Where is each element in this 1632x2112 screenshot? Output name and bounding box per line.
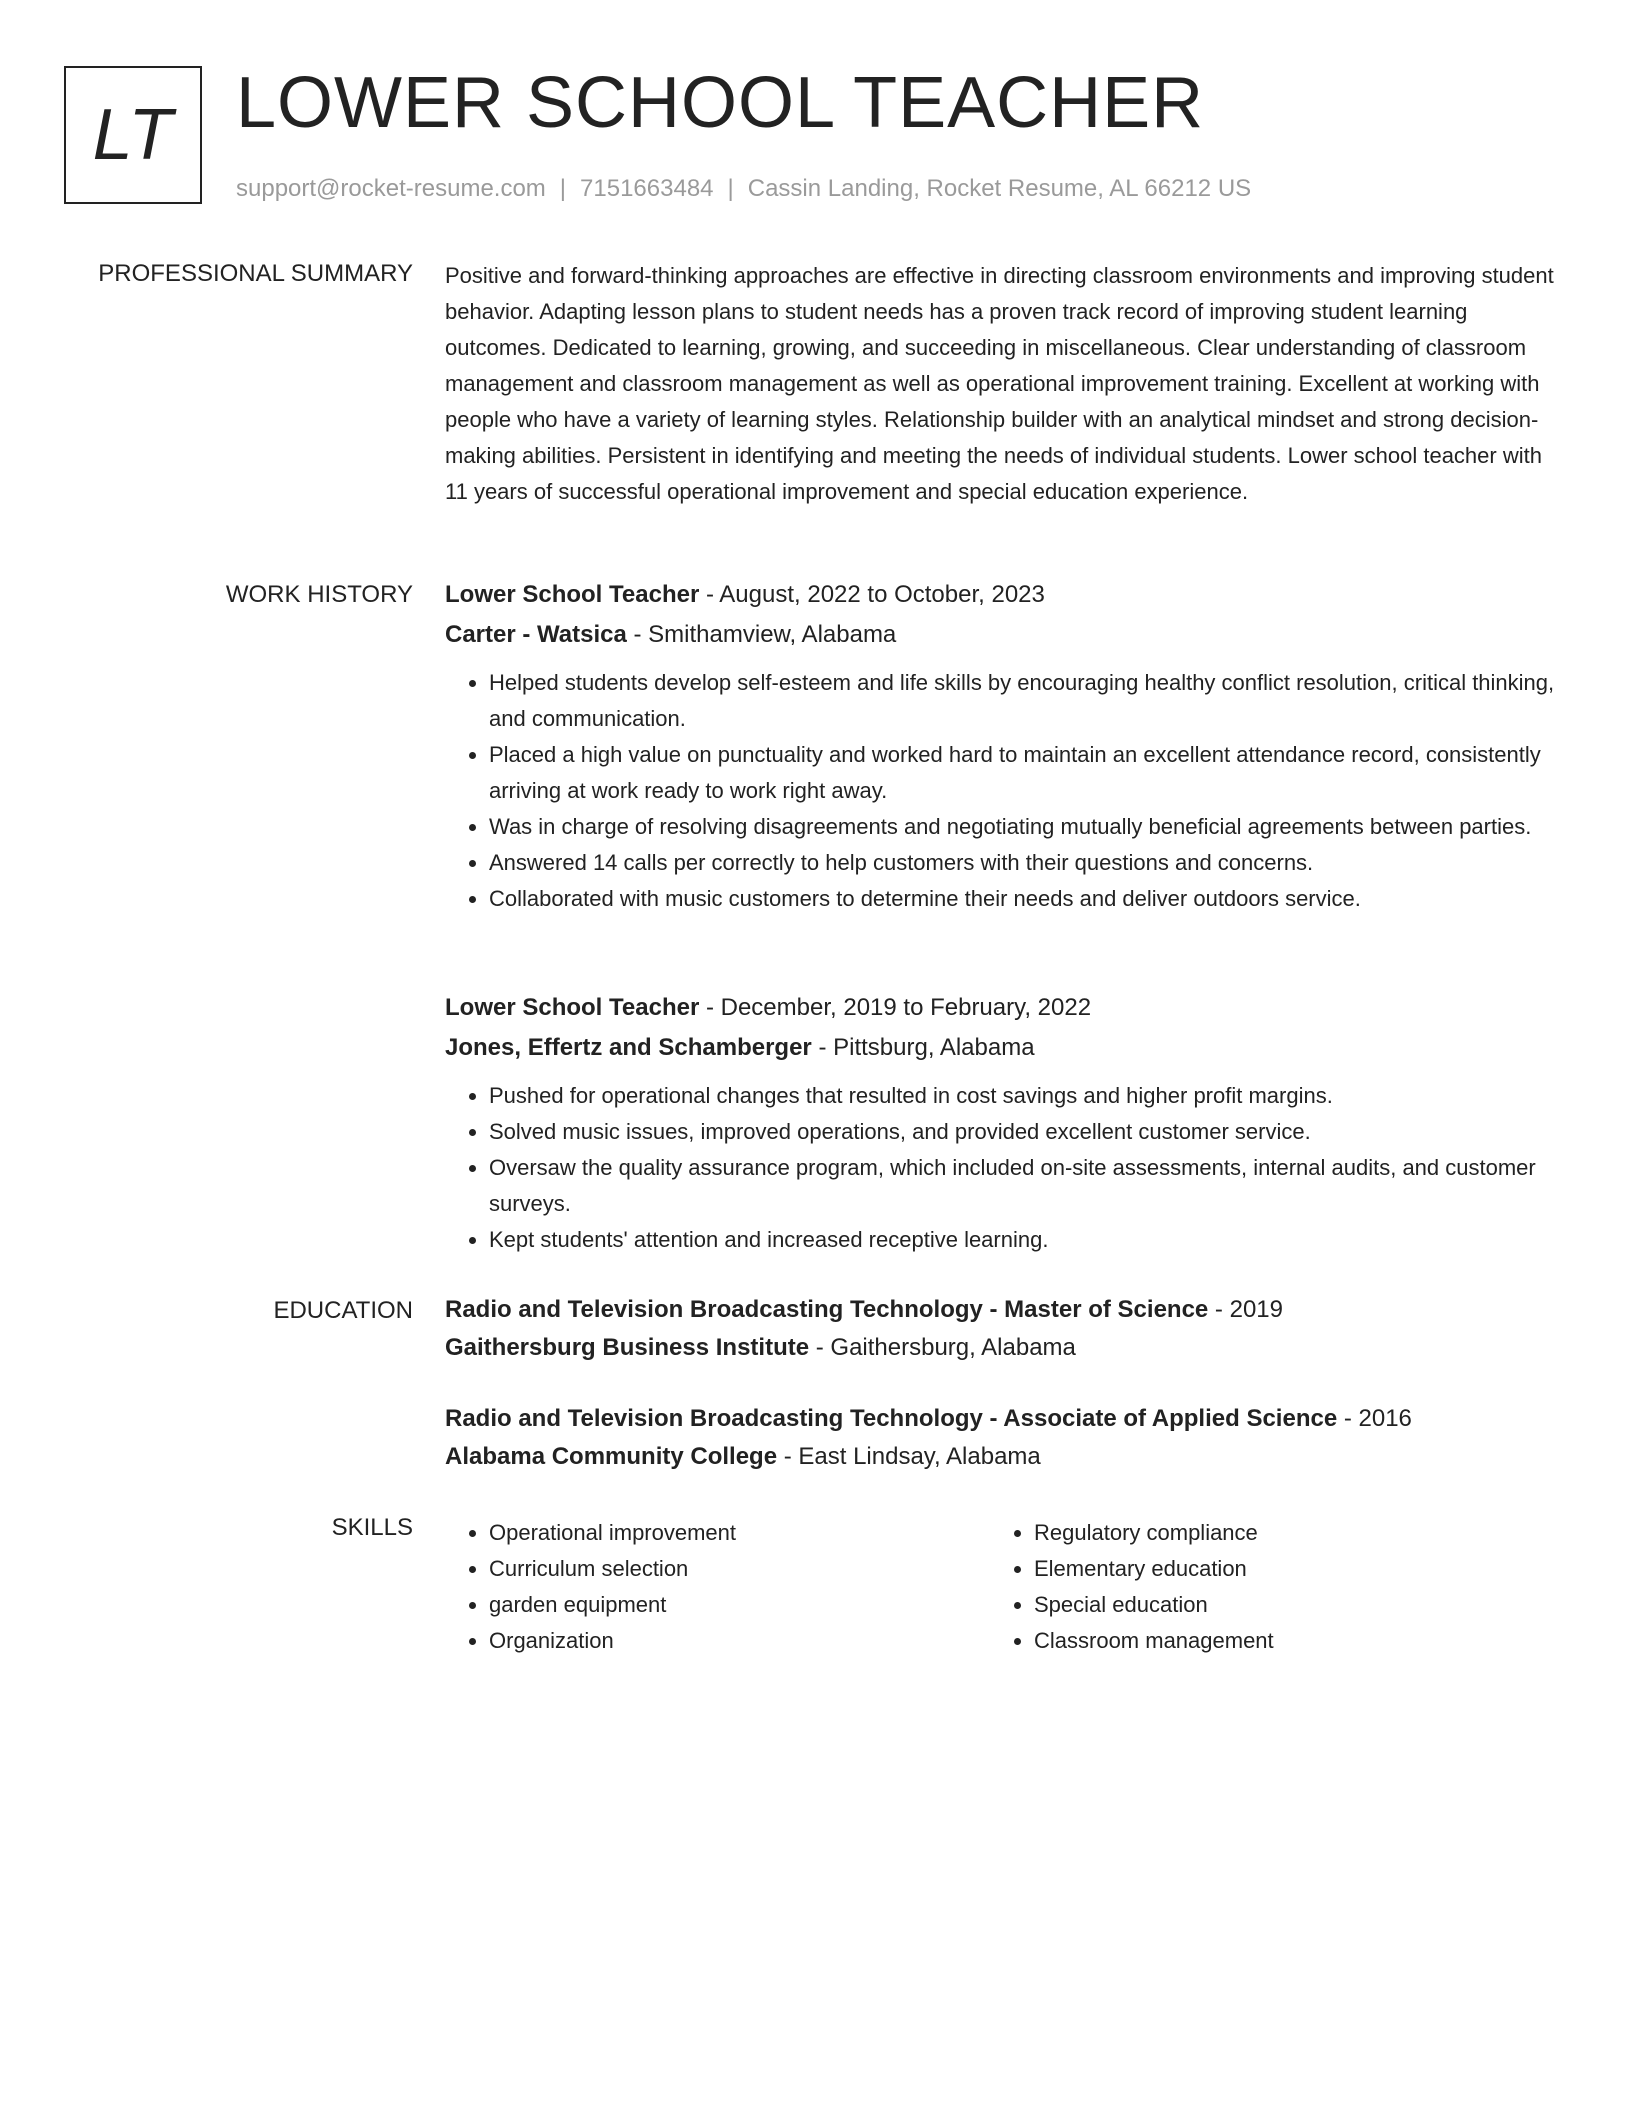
job-company: Jones, Effertz and Schamberger [445,1034,812,1061]
job-title: Lower School Teacher [445,994,700,1021]
education-school-line [445,1438,1555,1476]
page-title: LOWER SCHOOL TEACHER [236,63,1205,143]
skill-item: • Classroom management [1034,1623,1274,1659]
monogram-logo: LT [64,66,202,204]
skills-column-right [990,1515,1274,1659]
job-title: Lower School Teacher [445,581,700,608]
skills-column-left [445,1515,736,1659]
job-location: - Smithamview, Alabama [626,621,897,648]
contact-separator: | [727,175,734,202]
skill-item: • Elementary education [1034,1551,1274,1587]
education-degree: Radio and Television Broadcasting Technology - Associate of Applied Science [445,1405,1338,1432]
education-year: - 2019 [1208,1296,1283,1323]
job-bullet: • Oversaw the quality assurance program, which included on-site assessments, internal audits, and customer surveys. [489,1150,1555,1222]
section-label-education: EDUCATION [273,1297,413,1324]
job-bullet: • Answered 14 calls per correctly to help customers with their questions and concerns. [489,845,1555,881]
job-title-line [445,575,1555,615]
job-bullets [445,665,1555,917]
skill-item: • Organization [489,1623,736,1659]
job-company-line [445,1028,1555,1068]
job-bullet: • Pushed for operational changes that resulted in cost savings and higher profit margins. [489,1078,1555,1114]
section-label-skills: SKILLS [331,1514,413,1541]
job-company-line [445,615,1555,655]
contact-email[interactable]: support@rocket-resume.com [236,175,546,202]
contact-address: Cassin Landing, Rocket Resume, AL 66212 US [747,175,1252,202]
job-entry [445,575,1555,917]
education-entry [445,1291,1555,1367]
skill-item: • Curriculum selection [489,1551,736,1587]
job-bullet: • Kept students' attention and increased receptive learning. [489,1222,1555,1258]
contact-phone[interactable]: 7151663484 [580,175,714,202]
job-dates: - December, 2019 to February, 2022 [699,994,1092,1021]
contact-line [236,172,1251,206]
education-location: - Gaithersburg, Alabama [809,1334,1076,1361]
skill-item: • Regulatory compliance [1034,1515,1274,1551]
job-bullet: • Helped students develop self-esteem and life skills by encouraging healthy conflict resolution, critical thinking, and communication. [489,665,1555,737]
education-degree-line [445,1400,1555,1438]
skill-item: • garden equipment [489,1587,736,1623]
section-label-summary: PROFESSIONAL SUMMARY [98,260,413,287]
section-label-work-history: WORK HISTORY [225,581,413,608]
education-school: Gaithersburg Business Institute [445,1334,810,1361]
job-location: - Pittsburg, Alabama [811,1034,1035,1061]
job-entry [445,988,1555,1258]
education-entry [445,1400,1555,1476]
education-degree: Radio and Television Broadcasting Technology - Master of Science [445,1296,1209,1323]
education-year: - 2016 [1337,1405,1412,1432]
education-location: - East Lindsay, Alabama [777,1443,1041,1470]
contact-separator: | [559,175,567,202]
skill-item: • Operational improvement [489,1515,736,1551]
education-school: Alabama Community College [445,1443,778,1470]
job-bullet: • Was in charge of resolving disagreements and negotiating mutually beneficial agreements between parties. [489,809,1555,845]
job-bullet: • Solved music issues, improved operations, and provided excellent customer service. [489,1114,1555,1150]
job-dates: - August, 2022 to October, 2023 [699,581,1045,608]
summary-section [445,258,1555,510]
job-bullet: • Collaborated with music customers to determine their needs and deliver outdoors service. [489,881,1555,917]
skill-item: • Special education [1034,1587,1274,1623]
job-company: Carter - Watsica [445,621,627,648]
job-bullet: • Placed a high value on punctuality and worked hard to maintain an excellent attendance record, consistently arriving at work ready to work right away. [489,737,1555,809]
summary-text: Positive and forward-thinking approaches are effective in directing classroom environments and improving student behavior. Adapting lesson plans to student needs has a proven track record of improving student learning outcomes. Dedicated to learning, growing, and succeeding in miscellaneous. Clear understanding of classroom management and classroom management as well as operational improvement training. Excellent at working with people who have a variety of learning styles. Relationship builder with an analytical mindset and strong decision-making abilities. Persistent in identifying and meeting the needs of individual students. Lower school teacher with 11 years of successful operational improvement and special education experience. [445,263,1554,504]
job-bullets [445,1078,1555,1258]
education-school-line [445,1329,1555,1367]
education-degree-line [445,1291,1555,1329]
job-title-line [445,988,1555,1028]
